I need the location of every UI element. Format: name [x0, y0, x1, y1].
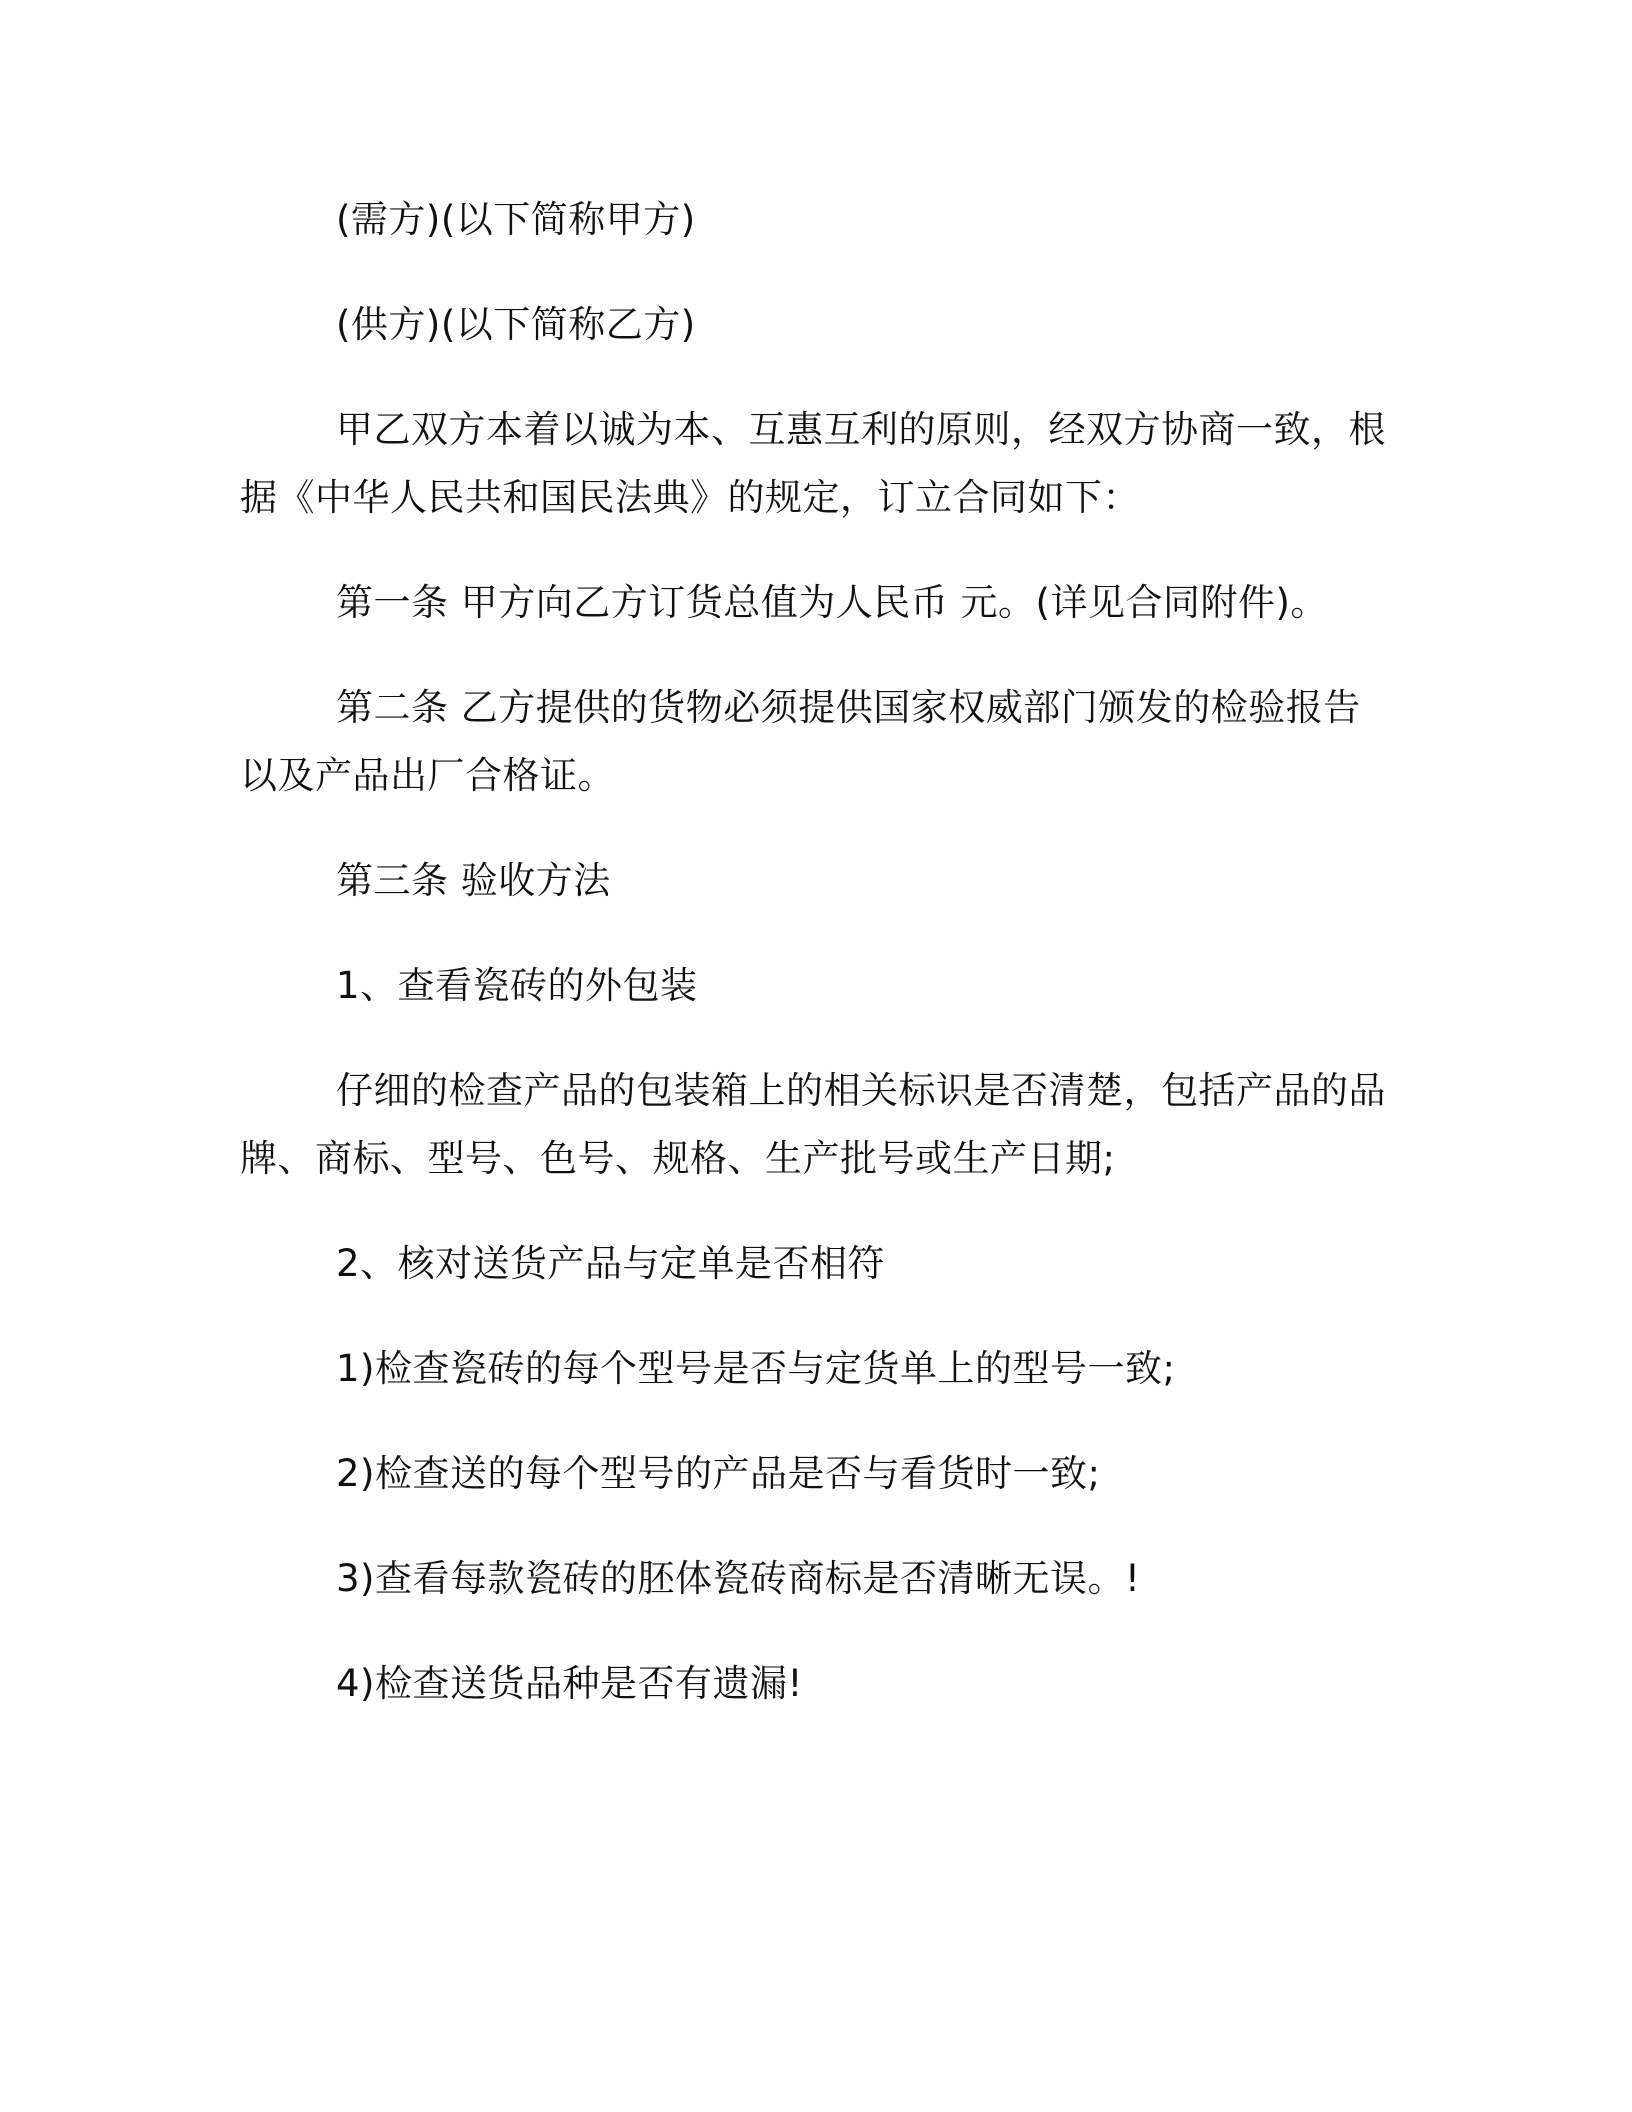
article-2: 第二条 乙方提供的货物必须提供国家权威部门颁发的检验报告以及产品出厂合格证。 [240, 686, 1361, 797]
buyer-line: (需方)(以下简称甲方) [336, 198, 696, 241]
sub-item-4: 4)检查送货品种是否有遗漏! [336, 1662, 803, 1705]
article-3-heading: 第三条 验收方法 [336, 859, 611, 902]
item-2-heading: 2、核对送货产品与定单是否相符 [336, 1242, 886, 1285]
supplier-line: (供方)(以下简称乙方) [336, 303, 696, 346]
article-1: 第一条 甲方向乙方订货总值为人民币 元。(详见合同附件)。 [336, 581, 1328, 624]
sub-item-2: 2)检查送的每个型号的产品是否与看货时一致; [336, 1452, 1101, 1495]
sub-item-1: 1)检查瓷砖的每个型号是否与定货单上的型号一致; [336, 1347, 1176, 1390]
item-1-heading: 1、查看瓷砖的外包装 [336, 964, 698, 1007]
item-1-body: 仔细的检查产品的包装箱上的相关标识是否清楚，包括产品的品牌、商标、型号、色号、规格、生产批号或生产日期; [240, 1069, 1386, 1180]
preamble-paragraph: 甲乙双方本着以诚为本、互惠互利的原则，经双方协商一致，根据《中华人民共和国民法典》的规定，订立合同如下： [240, 408, 1386, 519]
document-body [240, 186, 1390, 1718]
sub-item-3: 3)查看每款瓷砖的胚体瓷砖商标是否清晰无误。! [336, 1557, 1141, 1600]
